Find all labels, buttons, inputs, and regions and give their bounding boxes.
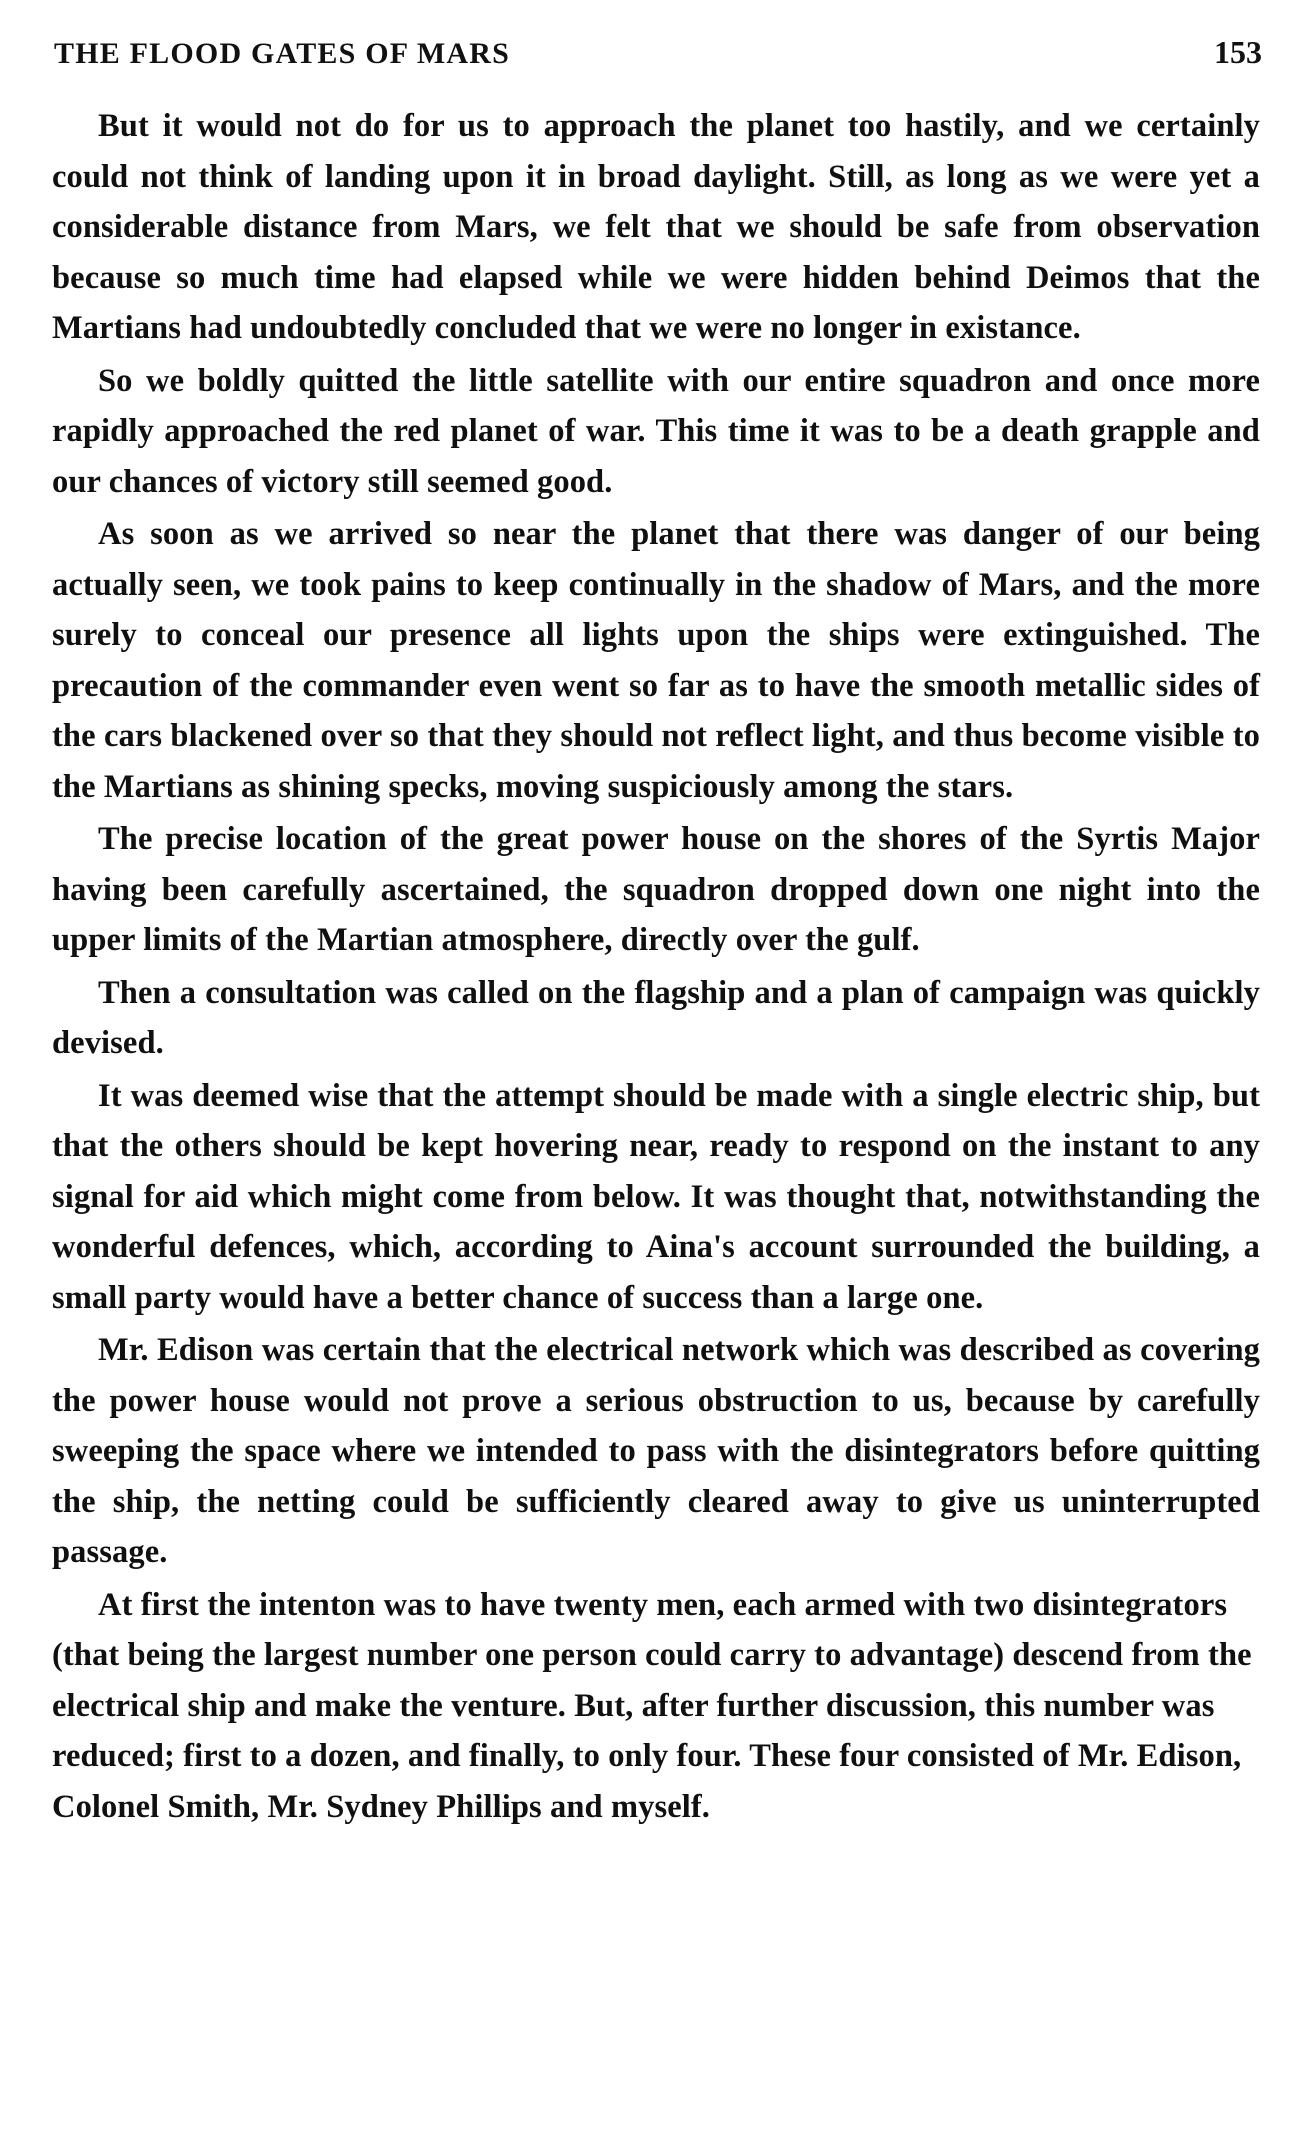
paragraph: The precise location of the great power house on the shores of the Syrtis Major having been carefully ascertained, the squadron dropped down one night into the upper limits of the Martian atmosphere, directly over the gulf. (52, 821, 1260, 958)
paragraph: It was deemed wise that the attempt should be made with a single electric ship, but that the others should be kept hovering near, ready to respond on the instant to any signal for aid which might come from below. It was thought that, notwithstanding the wonderful defences, which, according to Aina's account surrounded the building, a small party would have a better chance of success than a large one. (52, 1077, 1260, 1316)
paragraph: Then a consultation was called on the flagship and a plan of campaign was quickly devised. (52, 974, 1260, 1061)
paragraph: Mr. Edison was certain that the electrical network which was described as covering the power house would not prove a serious obstruction to us, because by carefully sweeping the space where we intended to pass with the disintegrators before quitting the ship, the netting could be sufficiently cleared away to give us uninterrupted passage. (52, 1332, 1260, 1570)
paragraph: But it would not do for us to approach the planet too hastily, and we certainly could not think of landing upon it in broad daylight. Still, as long as we were yet a considerable distance from Mars, we felt that we should be safe from observation because so much time had elapsed while we were hidden behind Deimos that the Martians had undoubtedly concluded that we were no longer in existance. (52, 108, 1260, 346)
page-number: 153 (1214, 34, 1262, 70)
paragraph: At first the intenton was to have twenty men, each armed with two disintegrators (that being the largest number one person could carry to advantage) descend from the electrical ship and make the venture. But, after further discussion, this number was reduced; first to a dozen, and finally, to only four. These four consisted of Mr. Edison, Colonel Smith, Mr. Sydney Phillips and myself. (52, 1586, 1252, 1825)
body-text (52, 101, 1260, 1832)
running-head (54, 34, 1262, 71)
running-title: THE FLOOD GATES OF MARS (54, 37, 510, 70)
paragraph: So we boldly quitted the little satellite with our entire squadron and once more rapidly approached the red planet of war. This time it was to be a death grapple and our chances of victory still seemed good. (52, 362, 1260, 500)
paragraph: As soon as we arrived so near the planet that there was danger of our being actually seen, we took pains to keep continually in the shadow of Mars, and the more surely to conceal our presence all lights upon the ships were extinguished. The precaution of the commander even went so far as to have the smooth metallic sides of the cars blackened over so that they should not reflect light, and thus become visible to the Martians as shining specks, moving suspiciously among the stars. (52, 516, 1260, 805)
